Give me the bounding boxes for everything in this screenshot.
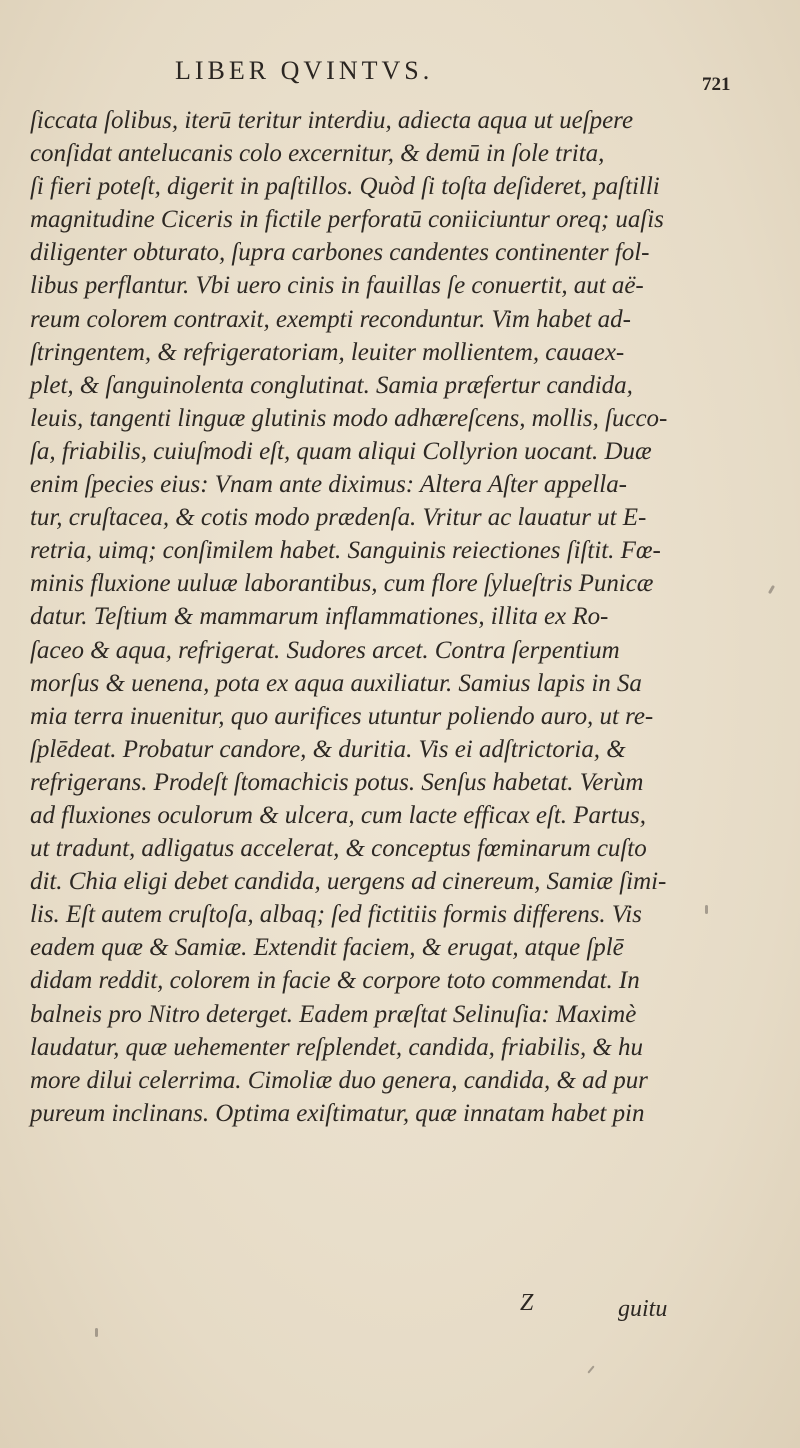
text-line: tur, cruſtacea, & cotis modo prædenſa. Vritur ac lauatur ut E- [30,504,647,532]
text-line: pureum inclinans. Optima exiſtimatur, quæ innatam habet pin [30,1099,645,1127]
text-line: retria, uimq; conſimilem habet. Sanguinis reiectiones ſiſtit. Fœ- [30,537,661,565]
text-line: laudatur, quæ uehementer reſplendet, candida, friabilis, & hu [30,1033,643,1061]
text-line: ſaceo & aqua, refrigerat. Sudores arcet. Contra ſerpentium [30,636,620,664]
text-line: reum colorem contraxit, exempti reconduntur. Vim habet ad- [30,305,631,333]
running-title: LIBER QVINTVS. [175,56,434,85]
body-text [30,104,770,1130]
text-line: ad fluxiones oculorum & ulcera, cum lacte efficax eſt. Partus, [30,801,646,829]
catchline [500,1290,740,1322]
text-line: mia terra inuenitur, quo aurifices utuntur poliendo auro, ut re- [30,702,654,730]
text-line: plet, & ſanguinolenta conglutinat. Samia præfertur candida, [30,371,633,399]
text-line: balneis pro Nitro deterget. Eadem præſtat Selinuſia: Maximè [30,1000,637,1028]
text-line: dit. Chia eligi debet candida, uergens ad cinereum, Samiæ ſimi- [30,868,667,896]
text-line: didam reddit, colorem in facie & corpore toto commendat. In [30,967,640,995]
text-line: minis fluxione uuluæ laborantibus, cum flore ſylueſtris Punicæ [30,570,654,598]
text-line: diligenter obturato, ſupra carbones candentes continenter fol- [30,239,650,267]
text-line: enim ſpecies eius: Vnam ante diximus: Altera Aſter appella- [30,471,627,499]
paper-speck [705,905,708,914]
running-head [0,56,800,96]
text-line: ſi fieri poteſt, digerit in paſtillos. Quòd ſi toſta deſideret, paſtilli [30,173,660,201]
signature-mark: Z [520,1290,534,1316]
catchword: guitu [618,1296,668,1322]
page-number: 721 [702,74,731,95]
paper-speck [95,1328,98,1337]
text-line: morſus & uenena, pota ex aqua auxiliatur. Samius lapis in Sa [30,669,642,697]
text-line: datur. Teſtium & mammarum inflammationes, illita ex Ro- [30,603,609,631]
text-line: libus perflantur. Vbi uero cinis in fauillas ſe conuertit, aut aë- [30,272,644,300]
text-line: ſiccata ſolibus, iterū teritur interdiu, adiecta aqua ut ueſpere [30,107,634,134]
text-line: ſtringentem, & refrigeratoriam, leuiter mollientem, cauaex- [30,338,625,366]
text-line: refrigerans. Prodeſt ſtomachicis potus. Senſus habetat. Verùm [30,768,644,796]
paper-speck [587,1365,594,1373]
text-line: ſplēdeat. Probatur candore, & duritia. Vis ei adſtrictoria, & [30,735,626,763]
text-line: more dilui celerrima. Cimoliæ duo genera, candida, & ad pur [30,1066,648,1094]
text-line: leuis, tangenti linguæ glutinis modo adhæreſcens, mollis, ſucco- [30,404,668,432]
text-line: conſidat antelucanis colo excernitur, & demū in ſole trita, [30,140,605,168]
text-line: eadem quæ & Samiæ. Extendit faciem, & erugat, atque ſplē [30,934,624,962]
text-line: ut tradunt, adligatus accelerat, & conceptus fœminarum cuſto [30,835,647,863]
text-line: ſa, friabilis, cuiuſmodi eſt, quam aliqui Collyrion uocant. Duæ [30,437,652,465]
text-line: lis. Eſt autem cruſtoſa, albaq; ſed fictitiis formis differens. Vis [30,901,642,929]
text-line: magnitudine Ciceris in fictile perforatū coniiciuntur oreq; uaſis [30,206,664,234]
